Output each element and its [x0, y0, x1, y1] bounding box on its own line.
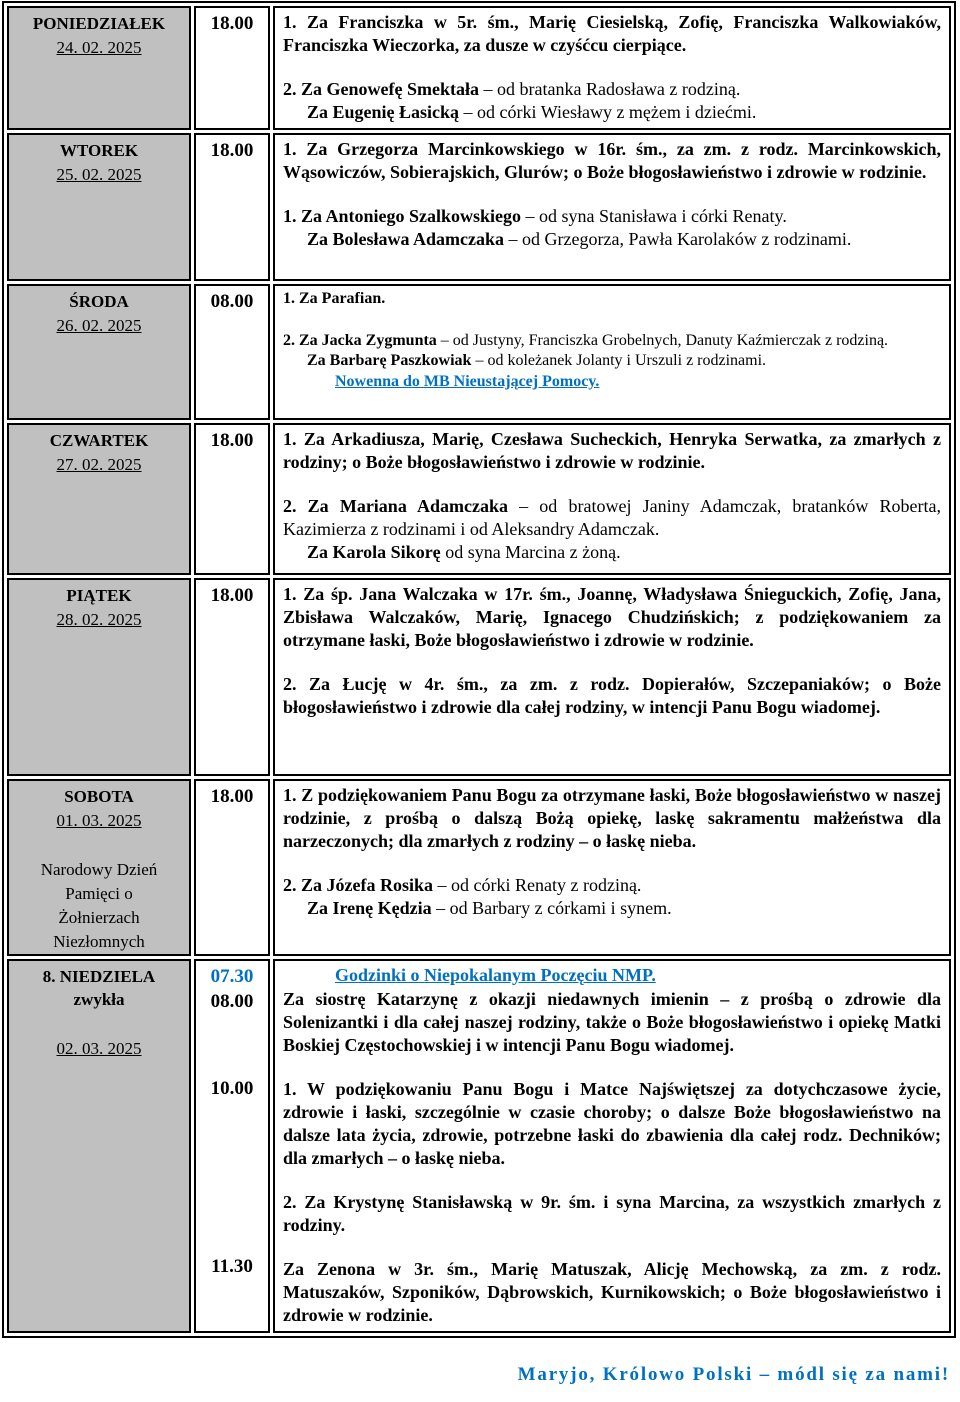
day-cell [7, 578, 191, 776]
time-cell [194, 959, 270, 1333]
day-name: PONIEDZIAŁEK [32, 14, 166, 33]
day-cell [7, 284, 191, 420]
time-cell [194, 284, 270, 420]
intention-paragraph: 2. Za Genowefę Smektała – od bratanka Radosława z rodziną. [283, 79, 741, 100]
paragraph-spacer [283, 310, 941, 331]
intentions-cell [273, 578, 951, 776]
intention-paragraph: 2. Za Mariana Adamczaka – od bratowej Janiny Adamczak, bratanków Roberta, Kazimierza z rodzinami i od Aleksandry Adamczak. [283, 496, 941, 540]
intention-paragraph: Za Barbarę Paszkowiak – od koleżanek Jolanty i Urszuli z rodzinami. [307, 352, 767, 370]
day-name: ŚRODA [69, 292, 129, 312]
intention-paragraph: Za Karola Sikorę od syna Marcina z żoną. [307, 542, 621, 563]
time-cell [194, 6, 270, 130]
schedule-row [7, 284, 951, 420]
intentions-cell [273, 959, 951, 1333]
day-date: 02. 03. 2025 [56, 1039, 142, 1059]
intention-paragraph: 1. W podziękowaniu Panu Bogu i Matce Najświętszej za dotychczasowe życie, zdrowie i łaski, szczególnie w czasie choroby; o dalsze Boże błogosławieństwo na dalsze lata życia, zdrowie, potrzebne łaski do zbawienia dla całej rodz. Dechników; dla zmarłych – o łaskę nieba. [283, 1078, 941, 1168]
intention-paragraph: 1. Za śp. Jana Walczaka w 17r. śm., Joannę, Władysława Śnieguckich, Zofię, Jana, Zbisława Walczaków, Marię, Ignacego Chudzińskich; z podziękowaniem za otrzymane łaski, Boże błogosławieństwo i zdrowie w rodzinie. [283, 584, 941, 651]
intention-paragraph: 1. Za Antoniego Szalkowskiego – od syna Stanisława i córki Renaty. [283, 206, 787, 227]
day-date: 27. 02. 2025 [56, 455, 142, 475]
intentions-cell [273, 779, 951, 956]
intention-paragraph: Za Bolesława Adamczaka – od Grzegorza, Pawła Karolaków z rodzinami. [307, 229, 852, 250]
mass-time: 11.30 [211, 1256, 253, 1278]
intention-paragraph: Za siostrę Katarzynę z okazji niedawnych imienin – z prośbą o zdrowie dla Solenizantki i dla całej naszej rodziny, także o Boże błogosławieństwo i opiekę Matki Boskiej Częstochowskiej i w intencji Panu Bogu wiadomej. [283, 988, 941, 1055]
schedule-row [7, 423, 951, 575]
mass-time: 18.00 [210, 13, 254, 34]
day-date: 28. 02. 2025 [56, 610, 142, 630]
footer-prayer: Maryjo, Królowo Polski – módl się za nami! [517, 1363, 950, 1385]
day-cell [7, 959, 191, 1333]
day-name: 8. NIEDZIELA [42, 967, 156, 987]
time-cell [194, 578, 270, 776]
paragraph-spacer [283, 1057, 941, 1078]
mass-time: 18.00 [210, 140, 254, 162]
schedule-row [7, 133, 951, 281]
day-date: 25. 02. 2025 [56, 165, 142, 185]
intention-paragraph: Za Zenona w 3r. śm., Marię Matuszak, Alicję Mechowską, za zm. z rodz. Matuszaków, Szponików, Dąbrowskich, Kurnikowskich; o Boże błogosławieństwo i zdrowie w rodzinie. [283, 1258, 941, 1325]
intention-paragraph: 2. Za Łucję w 4r. śm., za zm. z rodz. Dopierałów, Szczepaniaków; o Boże błogosławieństwo i zdrowie dla całej rodziny, w intencji Panu Bogu wiadomej. [283, 674, 941, 718]
day-date: 01. 03. 2025 [56, 811, 142, 831]
devotion-link[interactable]: Nowenna do MB Nieustającej Pomocy. [335, 372, 600, 390]
mass-time: 18.00 [210, 585, 254, 607]
day-date: 26. 02. 2025 [56, 316, 142, 336]
intention-paragraph: 1. Za Grzegorza Marcinkowskiego w 16r. śm., za zm. z rodz. Marcinkowskich, Wąsowiczów, Sobierajskich, Glurów; o Boże błogosławieństwo i zdrowie w rodzinie. [283, 139, 941, 183]
intention-paragraph: 1. Za Parafian. [283, 290, 386, 308]
day-name: SOBOTA [64, 787, 134, 807]
intentions-cell [273, 133, 951, 281]
mass-time: 18.00 [210, 786, 254, 808]
schedule-row [7, 578, 951, 776]
day-cell [7, 779, 191, 956]
intentions-cell [273, 284, 951, 420]
time-cell [194, 133, 270, 281]
intentions-cell [273, 423, 951, 575]
mass-time: 08.00 [210, 991, 254, 1013]
intention-paragraph: 2. Za Józefa Rosika – od córki Renaty z rodziną. [283, 875, 642, 896]
intention-paragraph: 1. Z podziękowaniem Panu Bogu za otrzymane łaski, Boże błogosławieństwo w naszej rodzinie, z prośbą o dalszą Bożą opiekę, laskę sakramentu małżeństwa dla narzeczonych; dla zmarłych z rodziny – o łaskę nieba. [283, 785, 941, 852]
day-name-2: zwykła [73, 990, 125, 1010]
paragraph-spacer [283, 57, 941, 78]
devotion-link[interactable]: Godzinki o Niepokalanym Poczęciu NMP. [335, 965, 656, 986]
intention-paragraph: 1. Za Arkadiusza, Marię, Czesława Sucheckich, Henryka Serwatka, za zmarłych z rodziny; o Boże błogosławieństwo i zdrowie w rodzinie. [283, 429, 941, 473]
mass-time: 08.00 [210, 291, 254, 313]
mass-time: 07.30 [210, 966, 254, 988]
schedule-row [7, 6, 951, 130]
intention-paragraph: Za Irenę Kędzia – od Barbary z córkami i synem. [307, 898, 672, 919]
day-name: CZWARTEK [49, 431, 149, 451]
time-cell [194, 423, 270, 575]
intention-paragraph: 2. Za Jacka Zygmunta – od Justyny, Franciszka Grobelnych, Danuty Kaźmierczak z rodziną. [283, 331, 889, 349]
paragraph-spacer [283, 1170, 941, 1191]
day-name: PIĄTEK [66, 586, 132, 606]
day-cell [7, 6, 191, 130]
intention-paragraph: Za Eugenię Łasicką – od córki Wiesławy z mężem i dziećmi. [307, 102, 757, 123]
day-date: 24. 02. 2025 [56, 37, 142, 57]
day-name: WTOREK [59, 141, 139, 161]
mass-intentions-table [2, 1, 956, 1338]
intentions-cell [273, 6, 951, 130]
intention-paragraph: 1. Za Franciszka w 5r. śm., Marię Ciesielską, Zofię, Franciszka Walkowiaków, Franciszka Wieczorka, za dusze w czyśćcu cierpiące. [283, 12, 941, 56]
paragraph-spacer [283, 184, 941, 205]
intention-paragraph: 2. Za Krystynę Stanisławską w 9r. śm. i syna Marcina, za wszystkich zmarłych z rodziny. [283, 1191, 941, 1235]
day-cell [7, 423, 191, 575]
paragraph-spacer [283, 1237, 941, 1258]
time-cell [194, 779, 270, 956]
paragraph-spacer [283, 853, 941, 874]
day-extra-note: Narodowy Dzień Pamięci o Żołnierzach Niezłomnych [40, 859, 158, 952]
paragraph-spacer [283, 652, 941, 673]
mass-time: 10.00 [210, 1078, 254, 1100]
day-cell [7, 133, 191, 281]
mass-time: 18.00 [210, 430, 254, 452]
schedule-row [7, 959, 951, 1333]
schedule-row [7, 779, 951, 956]
paragraph-spacer [283, 474, 941, 495]
